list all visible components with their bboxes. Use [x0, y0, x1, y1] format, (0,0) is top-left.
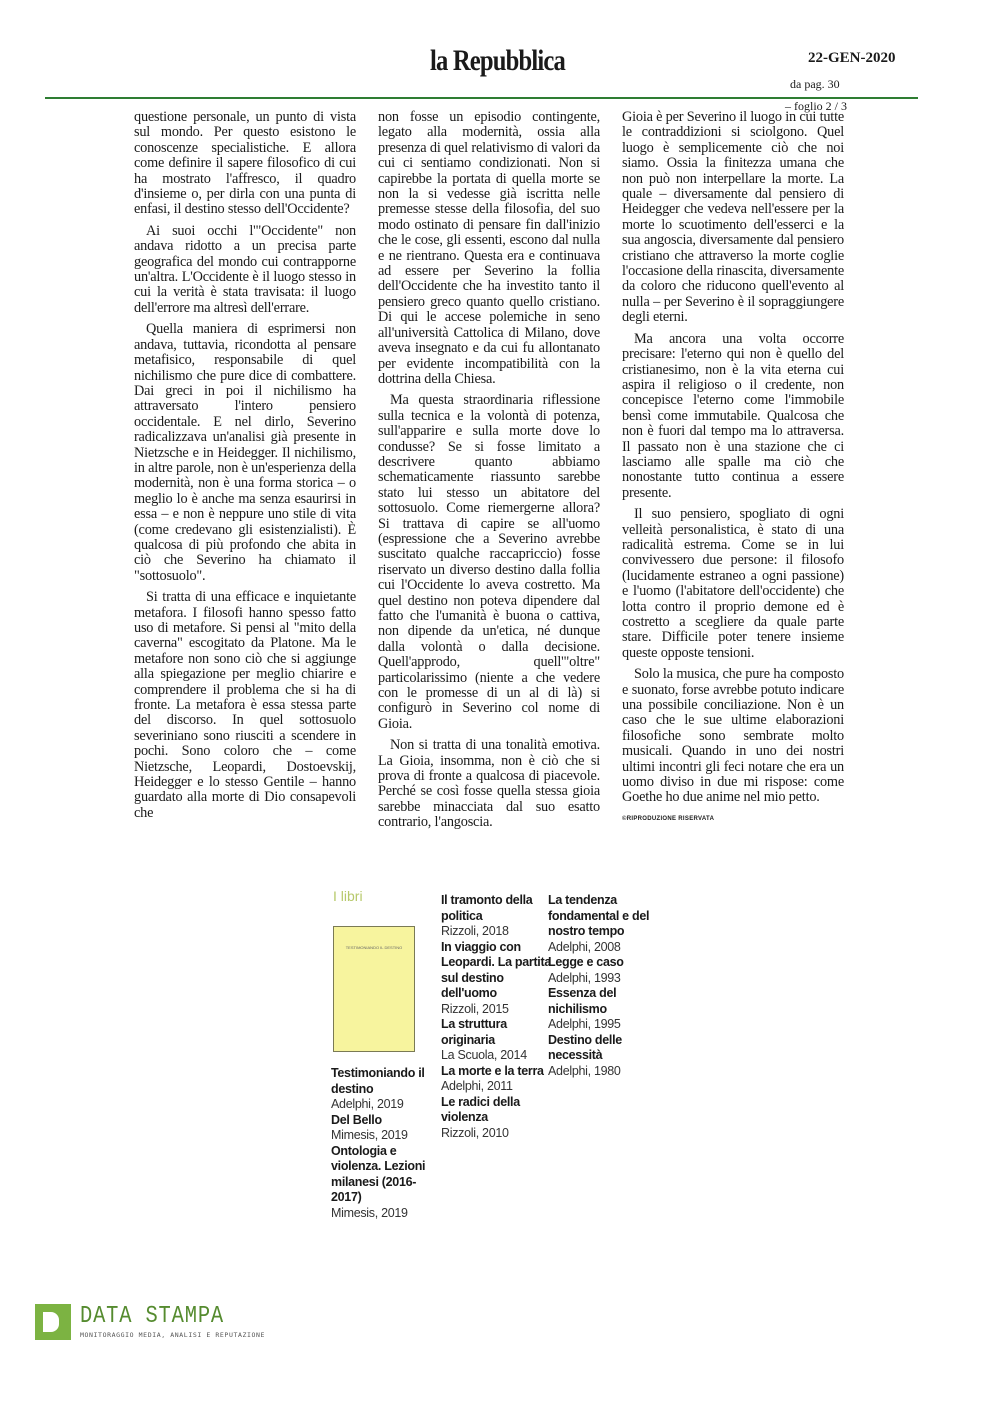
book-title: La tendenza fondamental e del nostro tempo	[548, 893, 650, 938]
page-reference: da pag. 30	[790, 77, 840, 91]
book-publisher: Adelphi, 1980	[548, 1063, 621, 1078]
paragraph: Solo la musica, che pure ha composto e suonato, forse avrebbe potuto indicare una possibile conciliazione. Non è un caso che le sue ultime elaborazioni filosofiche sono sembrate molto musicali. Quando in uno dei nostri ultimi incontri gli feci notare che era un uomo diviso in due mi rispose: come Goethe ho due anime nel mio petto.	[622, 666, 844, 806]
book-publisher: Adelphi, 1993	[548, 970, 621, 985]
book-title: Il tramonto della politica	[441, 893, 533, 923]
book-publisher: Mimesis, 2019	[331, 1128, 408, 1142]
book-list-2	[441, 893, 551, 1141]
book-publisher: Mimesis, 2019	[331, 1205, 408, 1220]
book-publisher: Rizzoli, 2015	[441, 1001, 509, 1016]
copyright-notice: ©RIPRODUZIONE RISERVATA	[622, 815, 715, 822]
paragraph: Ma ancora una volta occorre precisare: l'eterno qui non è quello del cristianesimo, non è la vita eterna cui aspira il religioso o il credente, non concepisce l'eterno come l'immobile bensì come immutabile. Qualcosa che non è fuori dal tempo ma lo attraversa. Il passato non è una stazione che ci lasciamo alle spalle ma ciò che nonostante tutto continua a essere presente.	[622, 330, 844, 501]
book-publisher: Rizzoli, 2010	[441, 1125, 509, 1140]
books-label: I libri	[333, 888, 363, 904]
paragraph: Gioia è per Severino il luogo in cui tutte le contraddizioni si sciolgono. Quel luogo è semplicemente ciò che noi siamo. Ossia la finitezza umana che non può non interpellare la morte. La quale – diversamente dal pensiero di Heidegger che vedeva nell'essere per la morte lo scuotimento dell'esserci e la sua angoscia, diversamente dal pensiero cristiano che attraverso la morte coglie l'occasione della rinascita, diversamente da coloro che riducono quell'evento al nulla – per Severino è il sopraggiungere degli eterni.	[622, 109, 844, 326]
data-stampa-logo-icon	[35, 1304, 71, 1340]
brand-name: DATA STAMPA	[80, 1303, 225, 1330]
book-cover-image	[333, 926, 415, 1052]
book-title: La morte e la terra	[441, 1063, 544, 1078]
sheet-number: – foglio 2 / 3	[785, 99, 847, 113]
book-cover-title: TESTIMONIANDO IL DESTINO	[345, 945, 403, 950]
paragraph: non fosse un episodio contingente, legato alla modernità, ossia alla presenza di quel relativismo di valori da cui ci sentiamo condizionati. Non si capirebbe la portata di quella morte se non la si vedesse già iscritta nelle premesse stesse della filosofia, del suo modo ostinato di pensare fin dall'inizio che le cose, gli essenti, escono dal nulla e ne rientrano. Questa era e continuava ad essere per Severino la follia dell'Occidente che ha investito tanto il pensiero greco quanto quello cristiano. Di qui le accese polemiche in seno all'università Cattolica di Milano, dove aveva insegnato e da cui fu allontanato per evidente incompatibilità con la dottrina della Chiesa.	[378, 109, 600, 387]
book-publisher: Adelphi, 2019	[331, 1097, 404, 1111]
article-column-3	[622, 110, 844, 827]
paragraph: Ma questa straordinaria riflessione sulla tecnica e la volontà di potenza, sull'apparire e sulla morte dove lo condusse? Se si fosse limitato a descrivere quanto abbiamo schematicamente riassunto sarebbe stato lui stesso un abitatore del sottosuolo. Come riemergerne allora? Si trattava di capire se all'uomo (espressione che a Severino avrebbe suscitato qualche raccapriccio) fosse riservato un diverso destino dalla follia cui l'Occidente lo aveva costretto. Ma quel destino non poteva dipendere dal fatto che l'umanità è buona o cattiva, non dipende da un'etica, né dunque dalla volontà o dalla decisione. Quell'approdo, quell'"oltre" particolarissimo (niente a che vedere con le promesse di un al di là) si configurò in Severino col nome di Gioia.	[378, 392, 600, 732]
book-publisher: Adelphi, 2008	[548, 939, 621, 954]
book-title: Destino delle necessità	[548, 1032, 622, 1062]
book-title: La struttura originaria	[441, 1017, 507, 1047]
article-column-2	[378, 110, 600, 837]
publication-date: 22-GEN-2020	[808, 50, 896, 66]
book-list-3	[548, 893, 658, 1079]
book-title: Testimoniando il destino	[331, 1066, 425, 1096]
header-rule	[45, 97, 918, 99]
article-column-1	[134, 110, 356, 827]
book-title: In viaggio con Leopardi. La partita sul destino dell'uomo	[441, 939, 551, 1000]
book-title: Ontologia e violenza. Lezioni milanesi (2016-2017)	[331, 1143, 426, 1204]
book-title: Legge e caso	[548, 955, 624, 969]
book-title: Del Bello	[331, 1112, 382, 1127]
paragraph: Il suo pensiero, spogliato di ogni velleità personalistica, è stato di una radicalità estrema. Come se in lui convivessero due persone: il filosofo (lucidamente estraneo a ogni passione) e l'uomo (l'abitatore dell'occidente) che lotta contro il proprio demone ed è costretto a scegliere da quale parte stare. Difficile poter tenere insieme queste opposte tensioni.	[622, 506, 844, 661]
book-publisher: Adelphi, 1995	[548, 1017, 621, 1031]
book-publisher: Rizzoli, 2018	[441, 924, 509, 938]
paragraph: Non si tratta di una tonalità emotiva. La Gioia, insomma, non è ciò che si prova di fronte a qualcosa di piacevole. Perché se così fosse quella stessa gioia sarebbe minacciata dal suo esatto contrario, l'angoscia.	[378, 737, 600, 831]
book-publisher: La Scuola, 2014	[441, 1048, 527, 1062]
book-list-1	[331, 1066, 441, 1221]
book-title: Essenza del nichilismo	[548, 986, 617, 1016]
logo-glyph	[43, 1312, 59, 1332]
paragraph: questione personale, un punto di vista sul mondo. Per questo esistono le conoscenze specialistiche. E allora come definire il sapere filosofico di cui ha mostrato l'affresco, il quadro d'insieme o, per dirla con una punta di enfasi, il destino stesso dell'Occidente?	[134, 109, 356, 218]
book-publisher: Adelphi, 2011	[441, 1079, 513, 1093]
brand-tagline: MONITORAGGIO MEDIA, ANALISI E REPUTAZIONE	[80, 1331, 266, 1339]
paragraph: Si tratta di una efficace e inquietante metafora. I filosofi hanno spesso fatto uso di metafore. Si pensi al "mito della caverna" escogitato da Platone. Ma le metafore non sono ciò che si aggiunge alla spiegazione per meglio chiarire e comprendere il problema che si ha di fronte. La metafora è essa stessa parte del discorso. In quel sottosuolo severiniano sono riusciti a scendere in pochi. Sono coloro che – come Nietzsche, Leopardi, Dostoevskij, Heidegger e lo stesso Gentile – hanno guardato alla morte di Dio consapevoli che	[134, 589, 356, 821]
paragraph: Ai suoi occhi l'"Occidente" non andava ridotto a un precisa parte geografica del mondo cui contrapporne un'altra. L'Occidente è il luogo stesso in cui la verità è stata travisata: il luogo dell'errore ma altresì dell'errare.	[134, 222, 356, 316]
masthead: la Repubblica	[430, 44, 565, 77]
book-title: Le radici della violenza	[441, 1094, 520, 1124]
paragraph: Quella maniera di esprimersi non andava, tuttavia, ricondotta al pensare metafisico, responsabile di quel nichilismo che pure dice di combattere. Dai greci in poi il nichilismo ha attraversato l'intero pensiero occidentale. E nel dirlo, Severino radicalizzava un'analisi già presente in Nietzsche e in Heidegger. Il nichilismo, in altre parole, non è un'esperienza della modernità, non è una forma storica – o meglio lo è anche ma senza esaurirsi in essa – e non è neppure uno stile di vita (come credevano gli esistenzialisti). È qualcosa di più profondo che abita in ciò che Severino ha chiamato il "sottosuolo".	[134, 321, 356, 584]
